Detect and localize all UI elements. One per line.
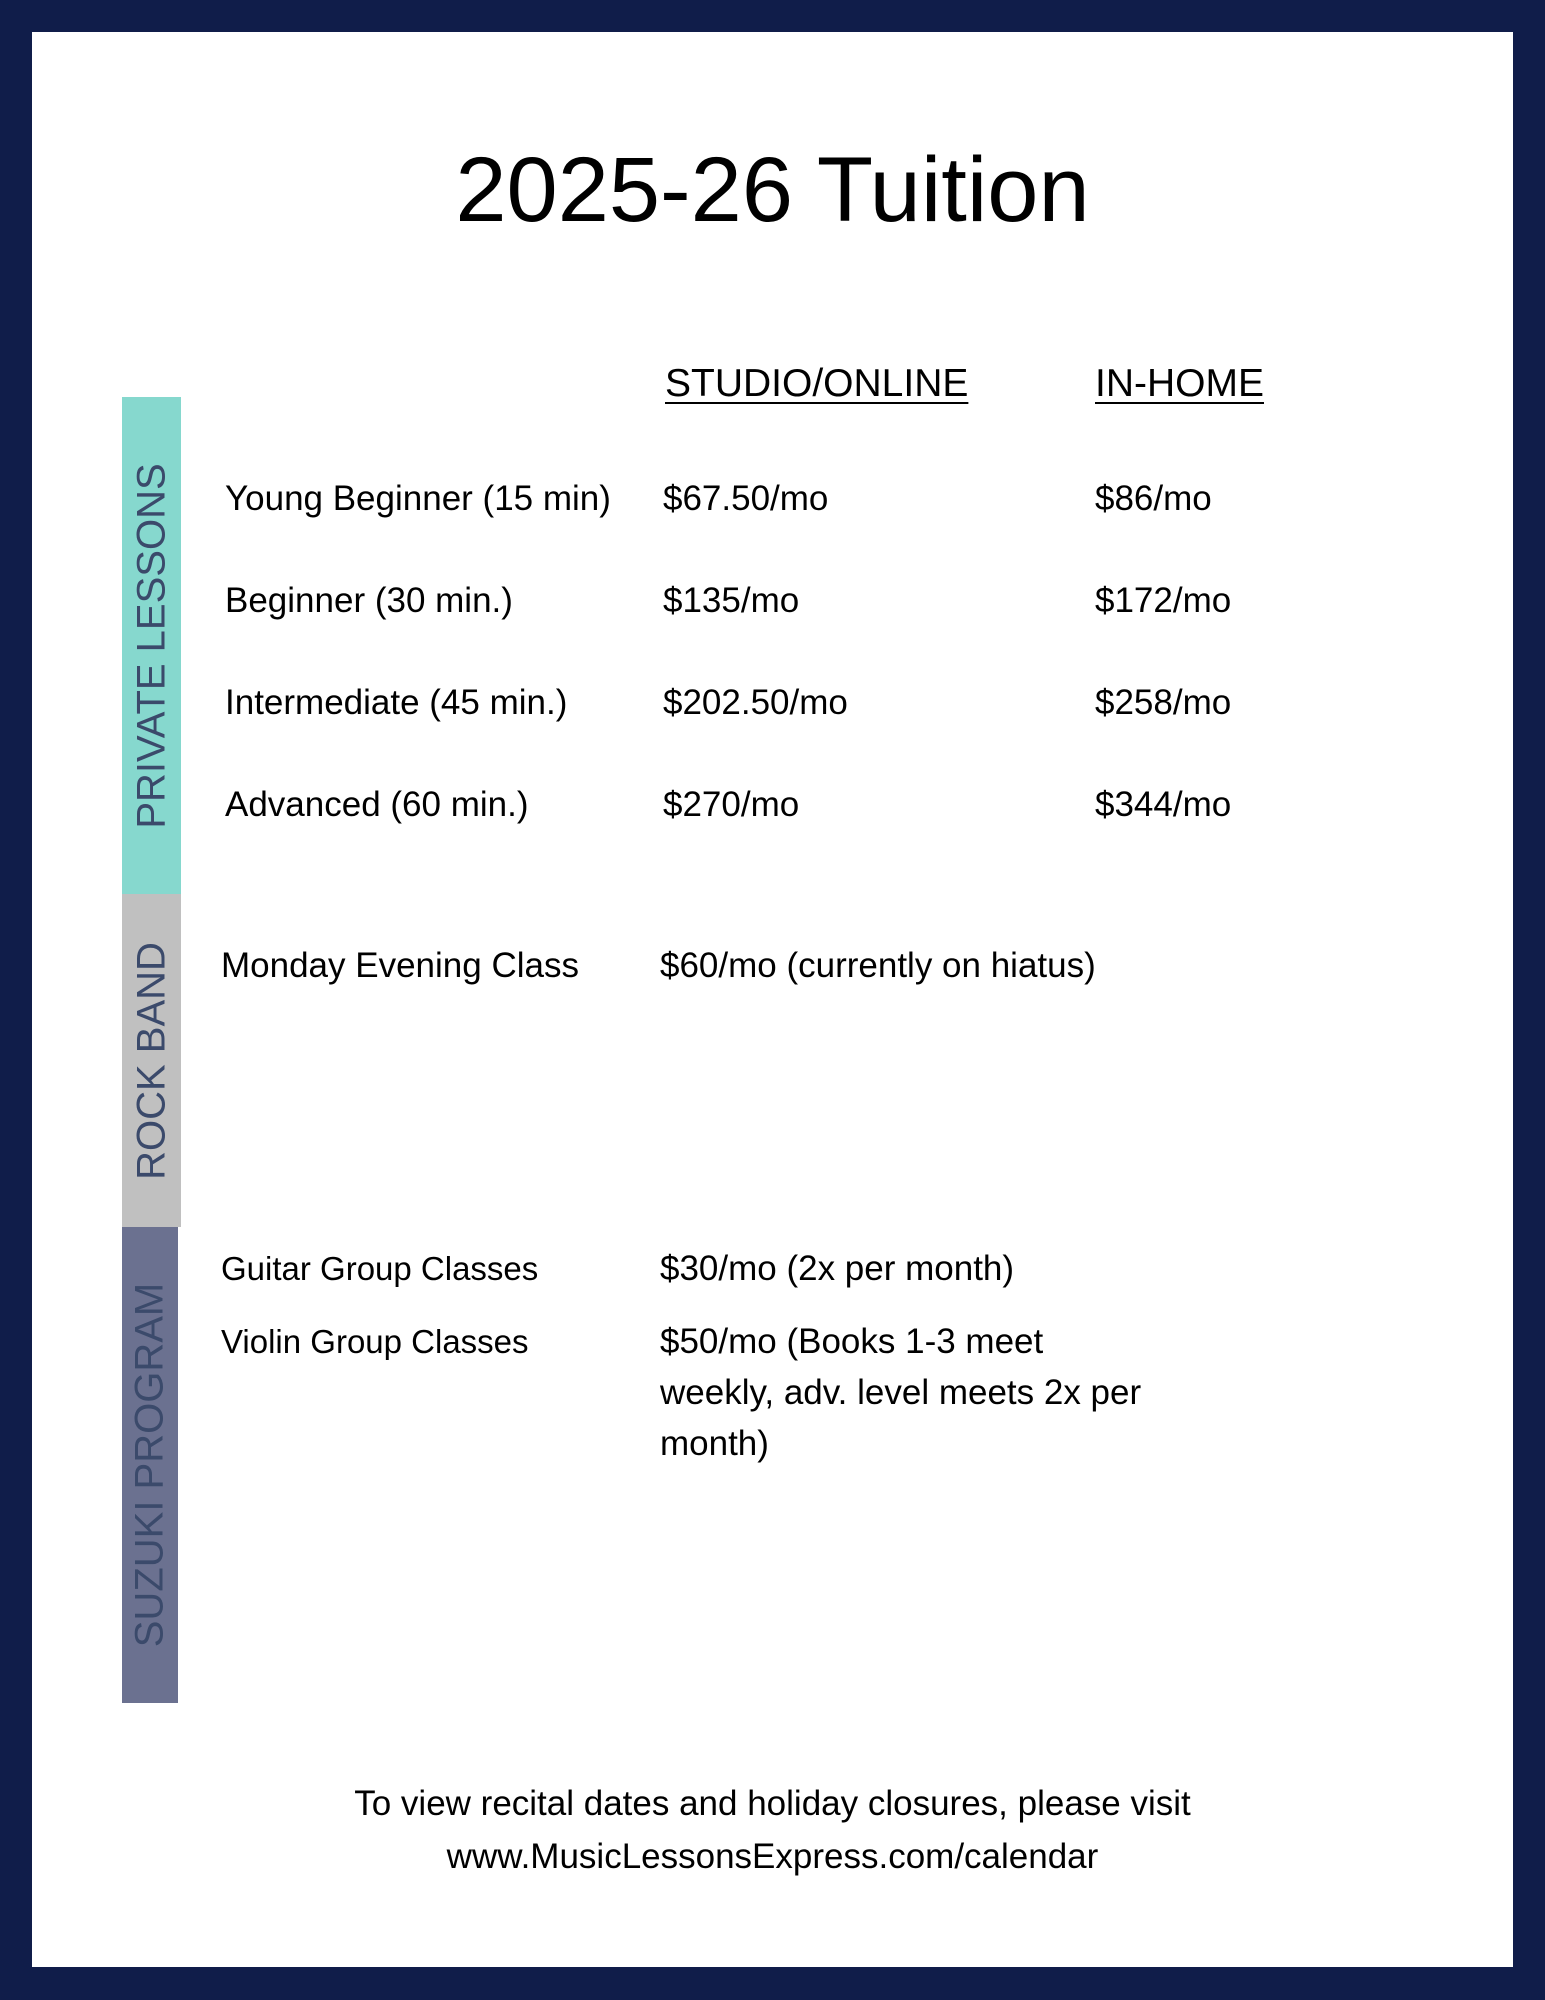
row-name: Young Beginner (15 min) xyxy=(225,479,611,518)
section-bar-suzuki-program xyxy=(122,1227,178,1703)
row-name: Guitar Group Classes xyxy=(221,1250,539,1287)
row-name: Violin Group Classes xyxy=(221,1323,529,1360)
section-bar-rock-band xyxy=(122,894,181,1227)
row-price-studio: $270/mo xyxy=(663,785,800,824)
row-name: Monday Evening Class xyxy=(221,946,579,985)
footer-link[interactable]: www.MusicLessonsExpress.com/calendar xyxy=(446,1837,1099,1876)
row-price: $30/mo (2x per month) xyxy=(660,1249,1015,1288)
section-label-private-lessons: PRIVATE LESSONS xyxy=(129,462,173,829)
row-name: Advanced (60 min.) xyxy=(225,785,529,824)
section-label-rock-band: ROCK BAND xyxy=(129,941,173,1180)
row-price-studio: $67.50/mo xyxy=(663,479,829,518)
section-label-suzuki-program: SUZUKI PROGRAM xyxy=(127,1282,172,1648)
page-sheet xyxy=(32,32,1513,1967)
column-header-in-home: IN-HOME xyxy=(1095,362,1264,405)
row-price-line: $50/mo (Books 1-3 meet xyxy=(660,1322,1044,1361)
section-bar-private-lessons xyxy=(122,397,181,894)
row-price: $60/mo (currently on hiatus) xyxy=(660,946,1096,985)
row-price-studio: $135/mo xyxy=(663,581,800,620)
row-name: Beginner (30 min.) xyxy=(225,581,513,620)
row-price-line: month) xyxy=(660,1424,769,1463)
row-price-inhome: $258/mo xyxy=(1095,683,1232,722)
row-price-inhome: $86/mo xyxy=(1095,479,1212,518)
row-price-studio: $202.50/mo xyxy=(663,683,848,722)
row-price-line: weekly, adv. level meets 2x per xyxy=(660,1373,1142,1412)
row-price-inhome: $344/mo xyxy=(1095,785,1232,824)
column-header-studio-online: STUDIO/ONLINE xyxy=(665,362,969,405)
row-name: Intermediate (45 min.) xyxy=(225,683,568,722)
footer-text: To view recital dates and holiday closures, please visit xyxy=(354,1784,1191,1823)
row-price-inhome: $172/mo xyxy=(1095,581,1232,620)
page-title: 2025-26 Tuition xyxy=(455,139,1090,241)
